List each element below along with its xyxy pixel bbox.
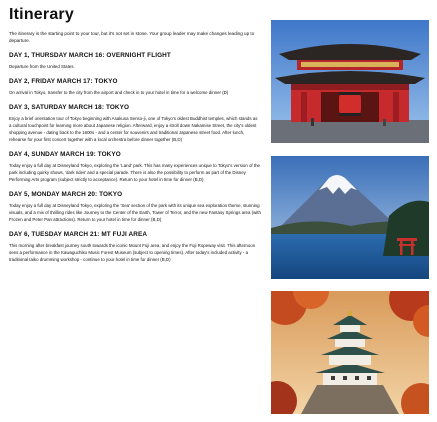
mount-fuji-lake-photo <box>271 156 429 279</box>
day-description: Today enjoy a full day at Disneyland Tokyo, exploring the 'Sea' section of the park with its unique sea exploration theme, stunning visuals, and a mix of thrilling rides like Journey to the Center of the Earth, Tower of Terror, and the new Fantasy Springs area (with Frozen and Peter Pan attractions). Return to your hotel in time for dinner (B,D) <box>9 203 261 222</box>
page-title: Itinerary <box>9 6 74 23</box>
day-heading: DAY 5, MONDAY MARCH 20: TOKYO <box>9 191 123 198</box>
day-description: Today enjoy a full day at Disneyland Tokyo, exploring the 'Land' park. This has many experiences unique to Tokyo's version of the park including quirky shows, 'dark rides' and a special parade. There is also the possibility to perform as part of the Disney Performing Arts program (subject strictly to acceptance). Return to your hotel in time for dinner (B,D) <box>9 163 260 182</box>
day-description: Enjoy a brief orientation tour of Tokyo beginning with Asakusa Senso-ji, one of Tokyo's oldest Buddhist temples, which stands as a cultural touchpoint for learning more about Japanese religion. Afterward, enjoy a stroll down Nakamise Street, the city's oldest shopping avenue - dating back to the 1600s - and a center for souvenirs and traditional Japanese street food. After lunch, rehearse for your first concert together with a local orchestra before dinner together (B,D) <box>9 116 258 142</box>
day-description: Departure from the United States. <box>9 64 75 69</box>
day-heading: DAY 3, SATURDAY MARCH 18: TOKYO <box>9 104 130 111</box>
day-section <box>9 104 261 143</box>
temple-gate-photo <box>271 20 429 143</box>
day-heading: DAY 2, FRIDAY MARCH 17: TOKYO <box>9 78 118 85</box>
day-section <box>9 151 261 183</box>
day-section <box>9 78 261 96</box>
itinerary-text-column <box>9 6 261 271</box>
intro-paragraph: The itinerary is the starting point to your tour, but it's not set in stone. Your group leader may make changes leading up to departure. <box>9 31 255 43</box>
day-section <box>9 231 261 263</box>
day-description: This morning after breakfast journey south towards the iconic Mount Fuji area, and enjoy the Fuji Ropeway visit. This afternoon sees a performance in the Kawaguchiko Music Forest Museum (subject to opening times). After today's included activity - a traditional taiko drumming workshop - continue to your hotel in time for dinner (B,D) <box>9 243 256 262</box>
day-heading: DAY 6, TUESDAY MARCH 21: MT FUJI AREA <box>9 231 148 238</box>
day-section <box>9 52 261 70</box>
day-description: On arrival in Tokyo, transfer to the city from the airport and check in to your hotel in time for a welcome dinner (D) <box>9 90 229 95</box>
day-heading: DAY 1, THURSDAY MARCH 16: OVERNIGHT FLIGHT <box>9 52 171 59</box>
osaka-castle-photo <box>271 291 429 414</box>
day-heading: DAY 4, SUNDAY MARCH 19: TOKYO <box>9 151 121 158</box>
day-section <box>9 191 261 223</box>
